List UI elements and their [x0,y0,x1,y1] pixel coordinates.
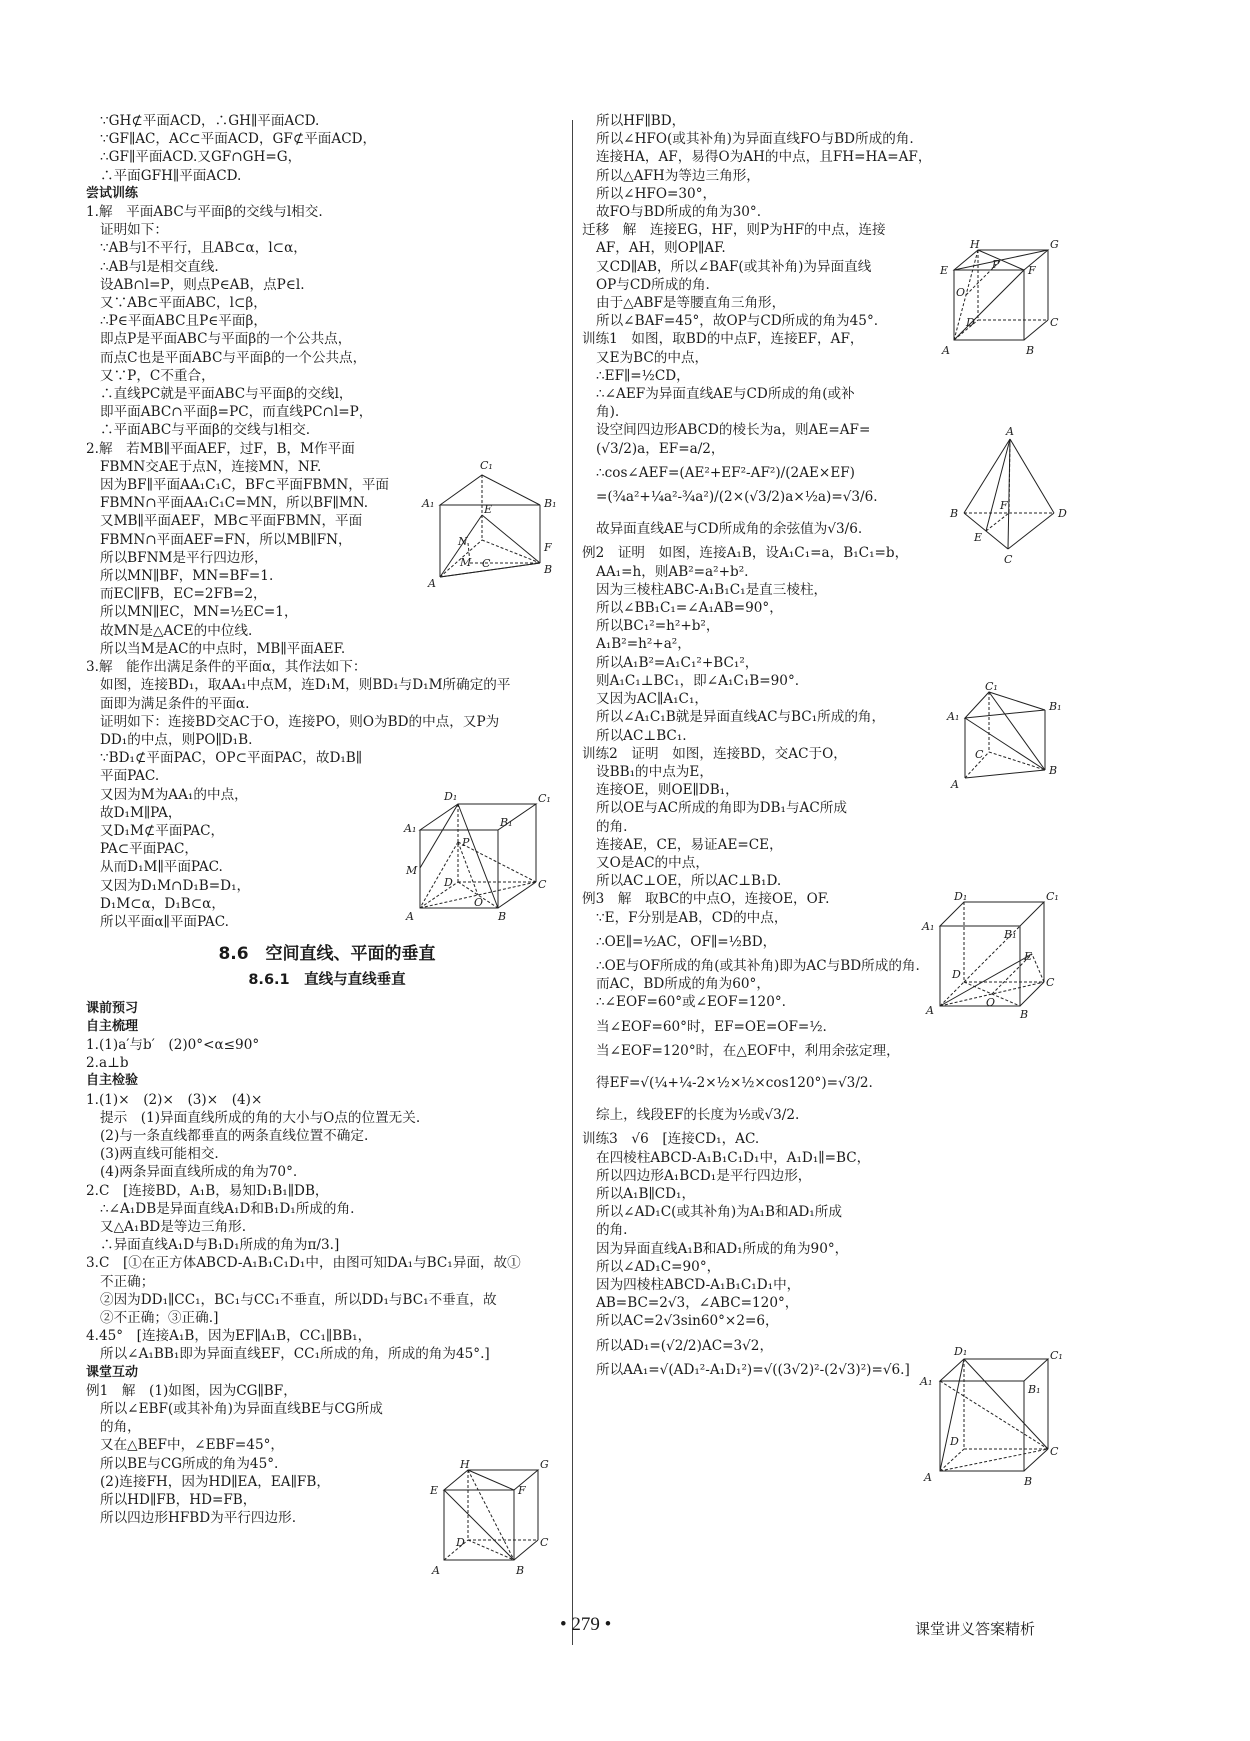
figure-label: G [540,1458,549,1471]
text-line: 又在△BEF中，∠EBF=45°， [100,1437,284,1454]
text-line: 如图，连接BD₁，取AA₁中点M，连D₁M，则BD₁与D₁M所确定的平 [100,677,511,694]
text-line: 例2 证明 如图，连接A₁B，设A₁C₁=a，B₁C₁=b， [582,545,909,562]
figure-label: B [950,507,959,520]
figure-label: E [940,264,949,277]
section-heading: 尝试训练 [86,185,139,201]
text-line: 4.45° [连接A₁B，因为EF∥A₁B，CC₁∥BB₁， [86,1328,372,1345]
text-line: 训练3 √6 [连接CD₁，AC. [582,1131,760,1148]
formula-line: 所以AA₁=√(AD₁²-A₁D₁²)=√((3√2)²-(2√3)²)=√6.] [596,1361,910,1378]
figure-label: O [474,896,484,909]
text-line: 即点P是平面ABC与平面β的一个公共点， [100,331,352,348]
figure-label: A [406,910,414,923]
section-heading: 自主检验 [86,1073,139,1089]
figure-label: F [1028,264,1036,277]
figure-label: F [544,541,552,554]
text-line: 所以∠A₁BB₁即为异面直线EF，CC₁所成的角，所成的角为45°.] [100,1346,490,1363]
figure-label: C₁ [538,792,551,805]
text-line: (4)两条异面直线所成的角为70°. [100,1164,298,1181]
text-line: 所以AD₁=(√2/2)AC=3√2， [596,1337,774,1354]
figure-cube-training3 [920,1345,1063,1495]
text-line: 所以∠AD₁C=90°， [596,1258,721,1275]
figure-label: B₁ [1028,1383,1041,1396]
text-line: 所以BFNM是平行四边形， [100,549,268,566]
text-line: 提示 (1)异面直线所成的角的大小与O点的位置无关. [100,1109,421,1126]
text-line: AF，AH，则OP∥AF. [596,240,726,257]
figure-label: C [1050,316,1059,329]
text-line: 故MN是△ACE的中位线. [100,622,253,639]
figure-label: B₁ [1004,928,1017,941]
page-number: • 279 • [560,1614,612,1635]
text-line: 2.解 若MB∥平面AEF，过F，B，M作平面 [86,440,355,457]
figure-cube-training2 [920,890,1060,1025]
figure-label: B [516,1564,525,1577]
formula-line: ∴cos∠AEF=(AE²+EF²-AF²)/(2AE×EF) [596,464,855,481]
text-line: 所以四边形HFBD为平行四边形. [100,1510,297,1527]
figure-label: P [992,258,1000,271]
figure-label: E [974,531,983,544]
text-line: (2)与一条直线都垂直的两条直线位置不确定. [100,1127,369,1144]
text-line: 所以BE与CG所成的角为45°. [100,1455,279,1472]
figure-label: C₁ [1046,890,1059,903]
text-line: 又∵AB⊂平面ABC，l⊂β， [100,295,267,312]
text-line: 所以BC₁²=h²+b²， [596,618,720,635]
text-line: 例1 解 (1)如图，因为CG∥BF， [86,1382,297,1399]
figure-label: G [1050,238,1059,251]
text-line: ∴EF∥=½CD， [596,367,690,384]
formula-line: =(¾a²+¼a²-¾a²)/(2×(√3/2)a×½a)=√3/6. [596,489,878,506]
text-line: ∴∠AEF为异面直线AE与CD所成的角(或补 [596,386,855,403]
text-line: 所以AC⊥OE，所以AC⊥B₁D. [596,873,782,890]
text-line: 3.解 能作出满足条件的平面α，其作法如下： [86,659,367,676]
text-line: 又因为M为AA₁的中点， [100,786,248,803]
text-line: 又CD∥AB，所以∠BAF(或其补角)为异面直线 [596,258,872,275]
text-line: 例3 解 取BC的中点O，连接OE，OF. [582,891,830,908]
figure-label: B₁ [1049,700,1062,713]
text-line: 由于△ABF是等腰直角三角形， [596,295,786,312]
text-line: DD₁的中点，则PO∥D₁B. [100,731,253,748]
text-line: ∴∠EOF=60°或∠EOF=120°. [596,994,786,1011]
text-line: 因为BF∥平面AA₁C₁C，BF⊂平面FBMN，平面 [100,477,390,494]
text-line: ∴OE∥=½AC，OF∥=½BD， [596,933,777,950]
text-line: 所以∠A₁C₁B就是异面直线AC与BC₁所成的角， [596,709,886,726]
text-line: 连接HA，AF，易得O为AH的中点，且FH=HA=AF， [596,149,932,166]
text-line: 所以∠BAF=45°，故OP与CD所成的角为45°. [596,313,879,330]
text-line: 连接AE，CE，易证AE=CE， [596,836,783,853]
text-line: 所以当M是AC的中点时，MB∥平面AEF. [100,640,346,657]
figure-tetrahedron [950,425,1070,575]
figure-label: C [975,748,984,761]
text-line: 的角， [100,1419,141,1436]
figure-label: B [1049,764,1058,777]
text-line: 所以MN∥BF，MN=BF=1. [100,568,274,585]
text-line: 不正确； [100,1273,155,1290]
figure-label: C [1046,976,1055,989]
text-line: 所以四边形A₁BCD₁是平行四边形， [596,1167,812,1184]
figure-label: C [482,557,491,570]
figure-label: D [444,876,453,889]
text-line: 设BB₁的中点为E， [596,763,713,780]
text-line: 1.(1)a′与b′ (2)0°<α≤90° [86,1036,260,1053]
text-line: 综上，线段EF的长度为½或√3/2. [596,1107,800,1124]
figure-label: C₁ [480,459,493,472]
figure-label: B [1024,1475,1033,1488]
figure-prism [420,455,560,590]
figure-label: B₁ [544,497,557,510]
text-line: 所以∠AD₁C(或其补角)为A₁B和AD₁所成 [596,1204,842,1221]
text-line: 所以平面α∥平面PAC. [100,913,229,930]
figure-label: C [1050,1445,1059,1458]
text-line: ∵GF∥AC，AC⊂平面ACD，GF⊄平面ACD， [100,131,377,148]
text-line: 面即为满足条件的平面α. [100,695,250,712]
text-line: (3)两直线可能相交. [100,1146,219,1163]
text-line: ∴AB与l是相交直线. [100,258,219,275]
section-heading: 自主梳理 [86,1018,139,1034]
figure-label: A₁ [947,710,960,723]
text-line: 从而D₁M∥平面PAC. [100,859,223,876]
figure-label: D [966,316,975,329]
subsection-title: 8.6.1 直线与直线垂直 [248,972,406,989]
figure-label: E [430,1484,439,1497]
column-divider [572,120,573,1645]
text-line: FBMN交AE于点N，连接MN，NF. [100,458,322,475]
text-line: 3.C [①在正方体ABCD-A₁B₁C₁D₁中，由图可知DA₁与BC₁异面，故① [86,1255,521,1272]
figure-label: E [1024,950,1033,963]
figure-label: O [956,286,966,299]
section-title: 8.6 空间直线、平面的垂直 [218,944,436,965]
text-line: 所以A₁B²=A₁C₁²+BC₁²， [596,654,759,671]
text-line: 迁移 解 连接EG，HF，则P为HF的中点，连接 [582,222,886,239]
text-line: 因为异面直线A₁B和AD₁所成的角为90°， [596,1240,849,1257]
text-line: 2.C [连接BD，A₁B，易知D₁B₁∥DB， [86,1182,329,1199]
text-line: 所以A₁B∥CD₁， [596,1185,696,1202]
text-line: 又因为D₁M∩D₁B=D₁， [100,877,251,894]
figure-label: B [498,910,507,923]
text-line: 故FO与BD所成的角为30°. [596,204,762,221]
text-line: 又△A₁BD是等边三角形. [100,1218,247,1235]
text-line: ②因为DD₁∥CC₁，BC₁与CC₁不垂直，所以DD₁与BC₁不垂直，故 [100,1291,497,1308]
text-line: 平面PAC. [100,768,160,785]
text-line: FBMN∩平面AEF=FN，所以MB∥FN， [100,531,352,548]
text-line: 而EC∥FB，EC=2FB=2， [100,586,267,603]
text-line: 故D₁M∥PA， [100,804,182,821]
text-line: OP与CD所成的角. [596,276,710,293]
page-footer-caption: 课堂讲义答案精析 [915,1620,1036,1638]
text-line: 证明如下： [100,222,168,239]
text-line: 角). [596,404,620,421]
text-line: ∵E，F分别是AB，CD的中点， [596,909,788,926]
text-line: ∵GH⊄平面ACD，∴GH∥平面ACD. [100,113,320,129]
text-line: AB=BC=2√3，∠ABC=120°， [596,1295,799,1312]
text-line: (√3/2)a，EF=a/2， [596,440,725,457]
figure-label: C [540,1536,549,1549]
text-line: ∴平面ABC与平面β的交线与l相交. [100,422,311,439]
figure-label: D [1058,507,1067,520]
figure-label: A [951,778,959,791]
text-line: FBMN∩平面AA₁C₁C=MN，所以BF∥MN. [100,495,369,512]
text-line: 所以∠EBF(或其补角)为异面直线BE与CG所成 [100,1401,383,1418]
text-line: 所以MN∥EC，MN=½EC=1， [100,604,298,621]
text-line: ∴GF∥平面ACD.又GF∩GH=G， [100,149,302,166]
text-line: 证明如下：连接BD交AC于O，连接PO，则O为BD的中点，又P为 [100,713,500,730]
figure-label: C [538,878,547,891]
figure-label: C₁ [985,680,998,693]
text-line: 所以∠BB₁C₁=∠A₁AB=90°， [596,600,783,617]
figure-label: A [428,577,436,590]
formula-line: 得EF=√(¼+¼-2×½×½×cos120°)=√3/2. [596,1074,873,1091]
figure-label: F [1000,499,1008,512]
figure-label: D [952,968,961,981]
text-line: 因为四棱柱ABCD-A₁B₁C₁D₁中， [596,1276,801,1293]
text-line: 所以AC=2√3sin60°×2=6， [596,1313,779,1330]
figure-label: H [460,1458,470,1471]
text-line: 而AC，BD所成的角为60°， [596,976,770,993]
figure-label: P [462,836,470,849]
figure-label: D₁ [954,1345,968,1358]
text-line: ∴直线PC就是平面ABC与平面β的交线l， [100,386,353,403]
text-line: ②不正确；③正确.] [100,1310,219,1326]
text-line: 所以AC⊥BC₁. [596,727,687,744]
text-line: 所以△AFH为等边三角形， [596,167,760,184]
figure-label: A [942,344,950,357]
text-line: 所以HD∥FB，HD=FB， [100,1492,257,1509]
figure-label: D [456,1536,465,1549]
figure-label: D₁ [954,890,968,903]
text-line: 故异面直线AE与CD所成角的余弦值为√3/6. [596,521,863,538]
text-line: 当∠EOF=60°时，EF=OE=OF=½. [596,1018,827,1035]
text-line: D₁M⊂α，D₁B⊂α， [100,895,225,912]
figure-label: A₁ [920,1375,933,1388]
text-line: 当∠EOF=120°时，在△EOF中，利用余弦定理， [596,1042,900,1059]
figure-label: B₁ [500,816,513,829]
text-line: ∵AB与l不平行，且AB⊂α，l⊂α， [100,240,307,257]
text-line: 的角. [596,1222,628,1239]
text-line: 设AB∩l=P，则点P∈AB，点P∈l. [100,276,305,293]
figure-label: A₁ [404,822,417,835]
figure-label: N [458,535,468,548]
figure-label: A₁ [422,497,435,510]
figure-label: M [460,556,472,569]
text-line: 设空间四边形ABCD的棱长为a，则AE=AF= [596,422,871,439]
figure-label: C [1004,553,1013,566]
text-line: 因为三棱柱ABC-A₁B₁C₁是直三棱柱， [596,581,828,598]
figure-cube-plane [400,790,550,925]
text-line: 又MB∥平面AEF，MB⊂平面FBMN，平面 [100,513,363,530]
text-line: 所以∠HFO(或其补角)为异面直线FO与BD所成的角. [596,131,914,148]
text-line: 则A₁C₁⊥BC₁，即∠A₁C₁B=90°. [596,672,800,689]
figure-cube-transfer [940,240,1065,365]
text-line: AA₁=h，则AB²=a²+b². [596,563,749,580]
figure-label: A [924,1471,932,1484]
figure-label: A [1006,425,1014,438]
section-heading: 课前预习 [86,1000,139,1016]
text-line: 又D₁M⊄平面PAC， [100,822,225,839]
figure-label: B [1020,1008,1029,1021]
text-line: 又E为BC的中点， [596,349,709,366]
text-line: 又O是AC的中点， [596,854,709,871]
section-heading: 课堂互动 [86,1364,139,1380]
text-line: ∴OE与OF所成的角(或其补角)即为AC与BD所成的角. [596,957,920,974]
text-line: 所以OE与AC所成的角即为DB₁与AC所成 [596,800,847,817]
figure-label: D₁ [444,790,458,803]
figure-label: B [1026,344,1035,357]
figure-label: O [986,996,996,1009]
text-line: PA⊂平面PAC， [100,841,199,858]
text-line: 1.(1)× (2)× (3)× (4)× [86,1091,263,1108]
figure-label: D [950,1435,959,1448]
text-line: 1.解 平面ABC与平面β的交线与l相交. [86,204,323,221]
text-line: 又∵P，C不重合， [100,367,215,384]
figure-label: F [518,1484,526,1497]
text-line: ∴∠A₁DB是异面直线A₁D和B₁D₁所成的角. [100,1200,355,1217]
figure-label: A [432,1564,440,1577]
text-line: ∴异面直线A₁D与B₁D₁所成的角为π/3.] [100,1237,340,1254]
figure-label: H [970,238,980,251]
figure-label: C₁ [1050,1349,1063,1362]
figure-label: A [926,1004,934,1017]
text-line: 所以HF∥BD， [596,113,686,129]
text-line: 所以∠HFO=30°， [596,185,717,202]
figure-label: B [544,563,553,576]
text-line: ∴平面GFH∥平面ACD. [100,167,242,184]
text-line: (2)连接FH，因为HD∥EA，EA∥FB， [100,1473,330,1490]
text-line: 而点C也是平面ABC与平面β的一个公共点， [100,349,367,366]
text-line: 又因为AC∥A₁C₁， [596,691,708,708]
text-line: 即平面ABC∩平面β=PC，而直线PC∩l=P， [100,404,373,421]
text-line: 的角. [596,818,628,835]
text-line: 在四棱柱ABCD-A₁B₁C₁D₁中，A₁D₁∥=BC， [596,1149,871,1166]
figure-label: M [406,864,418,877]
text-line: 训练2 证明 如图，连接BD，交AC于O， [582,745,847,762]
text-line: 训练1 如图，取BD的中点F，连接EF，AF， [582,331,864,348]
text-line: ∴P∈平面ABC且P∈平面β， [100,313,267,330]
text-line: 连接OE，则OE∥DB₁， [596,782,739,799]
figure-prism-2 [945,680,1065,795]
figure-label: E [484,503,493,516]
text-line: ∵BD₁⊄平面PAC，OP⊂平面PAC，故D₁B∥ [100,750,363,767]
text-line: 2.a⊥b [86,1055,129,1072]
figure-cube-example1 [430,1460,555,1585]
figure-label: A₁ [922,920,935,933]
text-line: A₁B²=h²+a²， [596,636,691,653]
